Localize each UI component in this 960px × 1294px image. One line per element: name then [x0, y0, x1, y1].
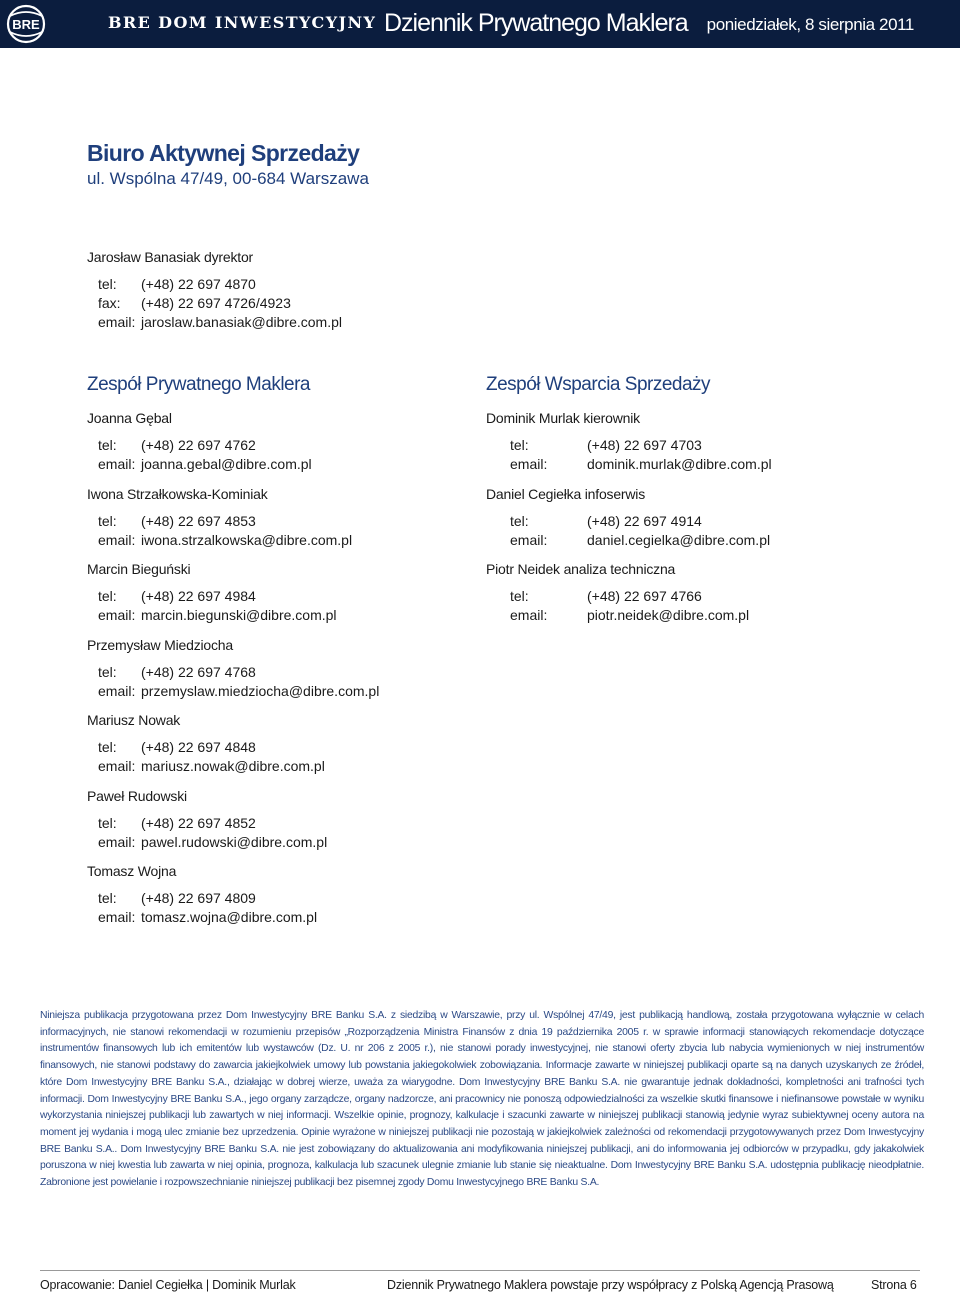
footer-divider — [40, 1270, 920, 1271]
member-tel: (+48) 22 697 4984 — [141, 588, 256, 604]
member-heading — [486, 486, 645, 502]
member-heading — [486, 410, 640, 426]
member-role: kierownik — [583, 410, 640, 426]
tel-label: tel: — [98, 588, 117, 604]
director-name: Jarosław Banasiak — [87, 249, 201, 265]
footer-pap-note: Dziennik Prywatnego Maklera powstaje przy współpracy z Polską Agencją Prasową — [387, 1278, 834, 1292]
member-heading — [486, 561, 675, 577]
tel-label: tel: — [98, 663, 117, 680]
page-header — [0, 0, 960, 48]
bre-logo-icon — [6, 4, 46, 44]
member-tel: (+48) 22 697 4848 — [141, 739, 256, 755]
email-label: email: — [510, 456, 548, 472]
director-tel: (+48) 22 697 4870 — [141, 276, 256, 292]
email-label: email: — [98, 607, 136, 623]
member-heading — [87, 863, 176, 879]
email-label: email: — [510, 607, 548, 623]
footer-second-author: Dominik Murlak — [212, 1278, 296, 1292]
member-name: Daniel Cegiełka — [486, 485, 582, 502]
legal-disclaimer: Niniejsza publikacja przygotowana przez Dom Inwestycyjny BRE Banku S.A. z siedzibą w Warszawie, przy ul. Wspólnej 47/49, jest publikacją handlową, została przygotowana wyłącznie w celach informacyjnych, nie stanowi rekomendacji w rozumieniu przepisów „Rozporządzenia Ministra Finansów z dnia 19 października 2005 r. w sprawie informacji stanowiących rekomendacje dotyczące instrumentów finansowych lub ich emitentów lub wystawców (Dz. U. nr 206 z 2005 r.), nie stanowi porady inwestycyjnej, nie stanowi oferty zbycia lub nabycia wymienionych w niej instrumentów finansowych, nie stanowi podstawy do zawarcia jakiejkolwiek umowy lub powstania jakiegokolwiek zobowiązania. Informacje zawarte w niniejszej publikacji oparte są na danych uzyskanych ze źródeł, które Dom Inwestycyjny BRE Banku S.A., działając w dobrej wierze, uważa za wiarygodne. Dom Inwestycyjny BRE Banku S.A. nie gwarantuje jednak dokładności, kompletności ani trafności tych informacji. Dom Inwestycyjny BRE Banku S.A., jego organy zarządcze, organy nadzorcze, ani pracownicy nie ponoszą odpowiedzialności za wszelkie skutki finansowe i niefinansowe powstałe w wyniku wykorzystania niniejszej publikacji lub zawartych w niej informacji. Wszelkie opinie, prognozy, kalkulacje i szacunki zawarte w niniejszej publikacji stanowią jedynie wyraz subiektywnej oceny autora na moment jej wydania i mogą ulec zmianie bez uprzedzenia. Opinie wyrażone w niniejszej publikacji nie pozostają w jakiejkolwiek zależności od rekomendacji przygotowywanych przez Dom Inwestycyjny BRE Banku S.A.. Dom Inwestycyjny BRE Banku S.A. nie jest zobowiązany do aktualizowania ani modyfikowania niniejszej publikacji, ani do informowania jej odbiorców w przypadku, gdy jakakolwiek poruszona w niej kwestia lub zawarta w niej opinia, prognoza, kalkulacja lub szacunek ulegnie zmianie lub stanie się nieaktualne. Dom Inwestycyjny BRE Banku S.A. udostępnia publikację nieodpłatnie. Zabronione jest powielanie i rozpowszechnianie niniejszej publikacji bez pisemnej zgody Domu Inwestycyjnego BRE Banku S.A. — [40, 1010, 924, 1189]
member-name: Joanna Gębal — [87, 410, 172, 426]
member-tel: (+48) 22 697 4762 — [141, 437, 256, 453]
tel-label: tel: — [98, 437, 117, 453]
member-role: analiza techniczna — [563, 561, 676, 577]
member-tel: (+48) 22 697 4852 — [141, 814, 256, 831]
email-label: email: — [98, 833, 136, 850]
office-title: Biuro Aktywnej Sprzedaży — [87, 140, 360, 166]
member-name: Piotr Neidek — [486, 561, 560, 577]
email-label: email: — [510, 531, 548, 548]
member-email[interactable]: piotr.neidek@dibre.com.pl — [587, 607, 750, 623]
member-tel: (+48) 22 697 4768 — [141, 663, 256, 680]
member-heading — [87, 637, 233, 653]
member-email[interactable]: tomasz.wojna@dibre.com.pl — [141, 909, 318, 925]
publication-title: Dziennik Prywatnego Maklera — [384, 9, 688, 37]
tel-label: tel: — [98, 814, 117, 831]
fax-label: fax: — [98, 295, 121, 311]
email-label: email: — [98, 909, 136, 925]
member-email[interactable]: marcin.biegunski@dibre.com.pl — [141, 607, 337, 623]
director-fax: (+48) 22 697 4726/4923 — [141, 295, 291, 311]
member-heading — [87, 410, 172, 426]
member-role: infoserwis — [584, 485, 646, 502]
email-label: email: — [98, 456, 136, 472]
member-heading — [87, 788, 187, 804]
section-title-sales-support: Zespół Wsparcia Sprzedaży — [486, 374, 711, 395]
member-tel: (+48) 22 697 4853 — [141, 512, 256, 529]
brand-name: BRE DOM INWESTYCYJNY — [108, 13, 377, 32]
member-email[interactable]: pawel.rudowski@dibre.com.pl — [141, 833, 328, 850]
member-tel: (+48) 22 697 4703 — [587, 437, 702, 453]
director-heading — [87, 249, 253, 265]
member-email[interactable]: joanna.gebal@dibre.com.pl — [141, 456, 312, 472]
tel-label: tel: — [98, 739, 117, 755]
member-heading — [87, 486, 268, 502]
member-name: Marcin Bieguński — [87, 561, 191, 577]
member-email[interactable]: iwona.strzalkowska@dibre.com.pl — [141, 531, 353, 548]
member-heading — [87, 712, 180, 728]
member-name: Przemysław Miedziocha — [87, 636, 233, 653]
director-role: dyrektor — [204, 249, 254, 265]
member-tel: (+48) 22 697 4914 — [587, 512, 702, 529]
member-email[interactable]: mariusz.nowak@dibre.com.pl — [141, 758, 325, 774]
footer-separator: | — [205, 1278, 209, 1292]
email-label: email: — [98, 531, 136, 548]
member-name: Mariusz Nowak — [87, 712, 181, 728]
member-name: Iwona Strzałkowska-Kominiak — [87, 485, 268, 502]
tel-label: tel: — [98, 512, 117, 529]
member-name: Dominik Murlak — [486, 410, 580, 426]
tel-label: tel: — [98, 890, 117, 906]
member-name: Tomasz Wojna — [87, 863, 177, 879]
member-heading — [87, 561, 190, 577]
section-title-private-broker: Zespół Prywatnego Maklera — [87, 374, 310, 395]
tel-label: tel: — [510, 588, 529, 604]
director-email[interactable]: jaroslaw.banasiak@dibre.com.pl — [141, 314, 342, 330]
tel-label: tel: — [98, 276, 117, 292]
footer-authors — [40, 1278, 296, 1292]
member-name: Paweł Rudowski — [87, 787, 187, 804]
publication-date: poniedziałek, 8 sierpnia 2011 — [706, 15, 914, 34]
email-label: email: — [98, 758, 136, 774]
email-label: email: — [98, 682, 136, 699]
member-tel: (+48) 22 697 4766 — [587, 588, 702, 604]
member-email[interactable]: przemyslaw.miedziocha@dibre.com.pl — [141, 682, 380, 699]
tel-label: tel: — [510, 437, 529, 453]
email-label: email: — [98, 314, 136, 330]
logo-text: BRE — [12, 17, 40, 32]
member-email[interactable]: dominik.murlak@dibre.com.pl — [587, 456, 772, 472]
footer-page-number: Strona 6 — [871, 1278, 917, 1292]
member-tel: (+48) 22 697 4809 — [141, 890, 256, 906]
footer-prepared: Opracowanie: Daniel Cegiełka — [40, 1278, 203, 1292]
member-email[interactable]: daniel.cegielka@dibre.com.pl — [587, 531, 771, 548]
tel-label: tel: — [510, 512, 529, 529]
office-address: ul. Wspólna 47/49, 00-684 Warszawa — [87, 169, 369, 188]
